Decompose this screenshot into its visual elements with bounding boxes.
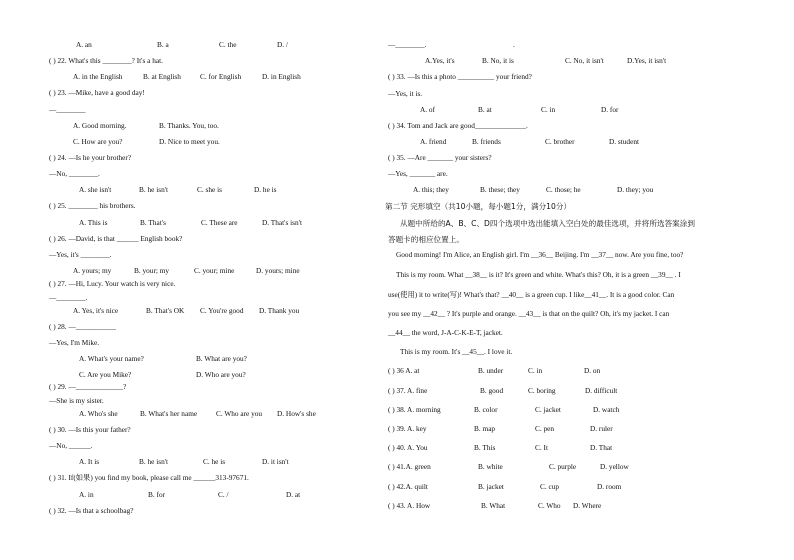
right-item-option: D. for: [601, 105, 619, 114]
cloze-item-option: C. jacket: [535, 405, 561, 414]
right-item-option: C. No, it isn't: [565, 56, 604, 65]
right-item-option: C. those; he: [546, 185, 581, 194]
passage-line: you see my __42__ ? It's purple and orange. __43__ is that on the quilt? Oh, it's my jacket. I can: [388, 309, 670, 318]
cloze-item-option: B. map: [474, 424, 496, 433]
cloze-item-option: B. What: [481, 501, 506, 510]
left-item-option: A. in the English: [73, 72, 123, 81]
passage-line: __44__ the word, J-A-C-K-E-T, jacket.: [388, 328, 503, 337]
left-item-question-text: ( ) 25. ________ his brothers.: [49, 201, 136, 210]
right-item-question-text: ( ) 35. —Are _______ your sisters?: [388, 153, 492, 162]
left-item-option: D. he is: [254, 185, 277, 194]
left-item-option: A. in: [79, 490, 94, 499]
cloze-item-option: B. jacket: [478, 482, 504, 491]
right-item-option: D. they; you: [617, 185, 654, 194]
passage-line: This is my room. What __38__ is it? It's green and white. What's this? Oh, it is a green __39__ . I: [396, 270, 681, 279]
instruction-text-2: 答题卡的相应位置上。: [388, 235, 464, 244]
left-item-option: A. Good morning.: [73, 121, 127, 130]
left-item-option: A. yours; my: [73, 266, 112, 275]
cloze-item-option: D. on: [584, 366, 601, 375]
cloze-item-option: B. white: [478, 462, 503, 471]
left-item-option: A. she isn't: [79, 185, 112, 194]
left-item-question-text: ( ) 31. If(如果) you find my book, please call me ______313-97671.: [49, 473, 249, 482]
section-title-text: 第二节 完形填空（共10小题，每小题1分，满分10分）: [385, 202, 572, 211]
cloze-item-option: C. It: [535, 443, 548, 452]
right-item-question-text: —Yes, it is.: [388, 89, 423, 98]
cloze-item-option: D. room: [597, 482, 622, 491]
left-item-option: C. the: [219, 40, 237, 49]
cloze-item-option: C. cup: [540, 482, 560, 491]
cloze-item-option: B. good: [480, 386, 504, 395]
cloze-item-question-text: ( ) 42.A. quilt: [388, 482, 428, 491]
left-item-option: C. Who are you: [216, 409, 263, 418]
left-item-option: C. he is: [203, 457, 226, 466]
left-item-option: C. your; mine: [194, 266, 235, 275]
left-item-question-text: ( ) 24. —Is he your brother?: [49, 153, 132, 162]
left-item-question-text: ( ) 27. —Hi, Lucy. Your watch is very nice.: [49, 279, 176, 288]
left-item-question-text: ( ) 26. —David, is that ______ English book?: [49, 234, 183, 243]
left-item-option: D. Thank you: [259, 306, 300, 315]
cloze-item-option: C. pen: [535, 424, 555, 433]
cloze-item-option: D. ruler: [590, 424, 613, 433]
cloze-item-option: D. Where: [573, 501, 602, 510]
left-item-option: A. This is: [79, 218, 108, 227]
right-item-option: C. in: [541, 105, 556, 114]
cloze-item-option: B. under: [478, 366, 504, 375]
right-item-option: B. at: [478, 105, 492, 114]
left-item-option: B. he isn't: [139, 185, 169, 194]
instruction-text-1: 从题中所给的A、B、C、D四个选项中选出能填入空白处的最佳选项，并将所选答案涂到: [400, 219, 695, 228]
cloze-item-question-text: ( ) 43. A. How: [388, 501, 431, 510]
left-item-option: B. Thanks. You, too.: [159, 121, 219, 130]
left-item-option: B. for: [148, 490, 166, 499]
left-item-option: B. That's: [140, 218, 166, 227]
left-item-option: B. a: [157, 40, 169, 49]
passage-line: This is my room. It's __45__. I love it.: [400, 347, 513, 356]
right-item-option: D. student: [609, 137, 639, 146]
right-item-option: A.Yes, it's: [425, 56, 455, 65]
left-item-question-text: ( ) 32. —Is that a schoolbag?: [49, 506, 134, 515]
left-item-option: D. /: [277, 40, 288, 49]
left-item-option: B. at English: [143, 72, 181, 81]
left-item-option: D. How's she: [277, 409, 316, 418]
cloze-item-option: D. difficult: [585, 386, 618, 395]
left-item-option: C. You're good: [200, 306, 244, 315]
left-item-question-text: —________: [49, 105, 86, 114]
left-item-option: D. at: [286, 490, 301, 499]
passage-line: Good morning! I'm Alice, an English girl. I'm __36__ Beijing. I'm __37__ now. Are you fine, too?: [396, 250, 684, 259]
right-item-question-text: —Yes, _______ are.: [388, 169, 448, 178]
right-item-option: B. No, it is: [482, 56, 514, 65]
left-item-option: C. for English: [200, 72, 242, 81]
cloze-item-question-text: ( ) 36 A. at: [388, 366, 420, 375]
cloze-item-question-text: ( ) 41.A. green: [388, 462, 431, 471]
cloze-item-option: D. yellow: [600, 462, 629, 471]
cloze-item-option: C. purple: [549, 462, 577, 471]
cloze-item-option: C. Who: [538, 501, 561, 510]
cloze-item-option: C. in: [528, 366, 543, 375]
left-item-option: A. Who's she: [79, 409, 118, 418]
left-item-option: C. Are you Mike?: [79, 370, 132, 379]
cloze-item-option: B. This: [474, 443, 496, 452]
left-item-option: B. he isn't: [139, 457, 169, 466]
right-item-option: C. brother: [545, 137, 575, 146]
right-item-option: A. this; they: [413, 185, 449, 194]
cloze-item-question-text: ( ) 37. A. fine: [388, 386, 428, 395]
left-item-question-text: ( ) 29. —_____________?: [49, 382, 127, 391]
left-item-question-text: —She is my sister.: [49, 396, 104, 405]
right-item-option: B. friends: [472, 137, 501, 146]
left-item-question-text: —No, ______.: [49, 441, 93, 450]
left-item-option: C. How are you?: [73, 137, 123, 146]
instruction-line-1: [400, 219, 695, 228]
instruction-line-2: [388, 235, 464, 244]
cloze-item-question-text: ( ) 39. A. key: [388, 424, 427, 433]
right-item-question-text: ( ) 34. Tom and Jack are good______________.: [388, 121, 528, 130]
cloze-item-question-text: ( ) 38. A. morning: [388, 405, 441, 414]
left-item-question-text: ( ) 30. —Is this your father?: [49, 425, 131, 434]
left-item-option: B. That's OK: [146, 306, 185, 315]
left-item-question-text: —No, ________.: [49, 169, 100, 178]
right-item-option: A. of: [420, 105, 435, 114]
left-item-option: A. Yes, it's nice: [73, 306, 119, 315]
left-item-option: B. your; my: [134, 266, 170, 275]
section-title: [385, 202, 571, 211]
left-item-option: C. /: [218, 490, 229, 499]
right-item-option: .: [513, 40, 515, 49]
cloze-item-question-text: ( ) 40. A. You: [388, 443, 428, 452]
cloze-item-option: D. That: [590, 443, 613, 452]
right-item-question-text: —________.: [388, 40, 427, 49]
right-item-option: D.Yes, it isn't: [627, 56, 667, 65]
left-item-option: D. in English: [262, 72, 301, 81]
left-item-question-text: —Yes, I'm Mike.: [49, 338, 100, 347]
left-item-question-text: ( ) 28. —___________: [49, 322, 116, 331]
left-item-option: D. Nice to meet you.: [159, 137, 220, 146]
right-item-question-text: ( ) 33. —Is this a photo __________ your friend?: [388, 72, 532, 81]
cloze-item-option: C. boring: [528, 386, 556, 395]
left-item-question-text: ( ) 22. What's this ________? It's a hat.: [49, 56, 163, 65]
left-item-question-text: —________.: [49, 293, 88, 302]
left-item-option: D. That's isn't: [262, 218, 302, 227]
left-item-option: B. What are you?: [196, 354, 247, 363]
left-item-option: A. It is: [79, 457, 100, 466]
passage-line: use(使用) it to write(写)! What's that? __40__ is a green cup. I like__41__. It is a good color. Can: [388, 290, 675, 299]
left-item-option: C. she is: [197, 185, 222, 194]
right-item-option: A. friend: [420, 137, 447, 146]
left-item-option: A. an: [76, 40, 92, 49]
left-item-option: A. What's your name?: [79, 354, 144, 363]
left-item-question-text: ( ) 23. —Mike, have a good day!: [49, 88, 145, 97]
left-item-option: D. it isn't: [262, 457, 289, 466]
left-item-option: D. Who are you?: [196, 370, 246, 379]
left-item-option: D. yours; mine: [256, 266, 300, 275]
cloze-item-option: B. color: [474, 405, 498, 414]
left-item-question-text: —Yes, it's ________.: [49, 250, 112, 259]
left-item-option: B. What's her name: [140, 409, 198, 418]
cloze-item-option: D. watch: [593, 405, 620, 414]
right-item-option: B. these; they: [480, 185, 520, 194]
left-item-option: C. These are: [201, 218, 238, 227]
